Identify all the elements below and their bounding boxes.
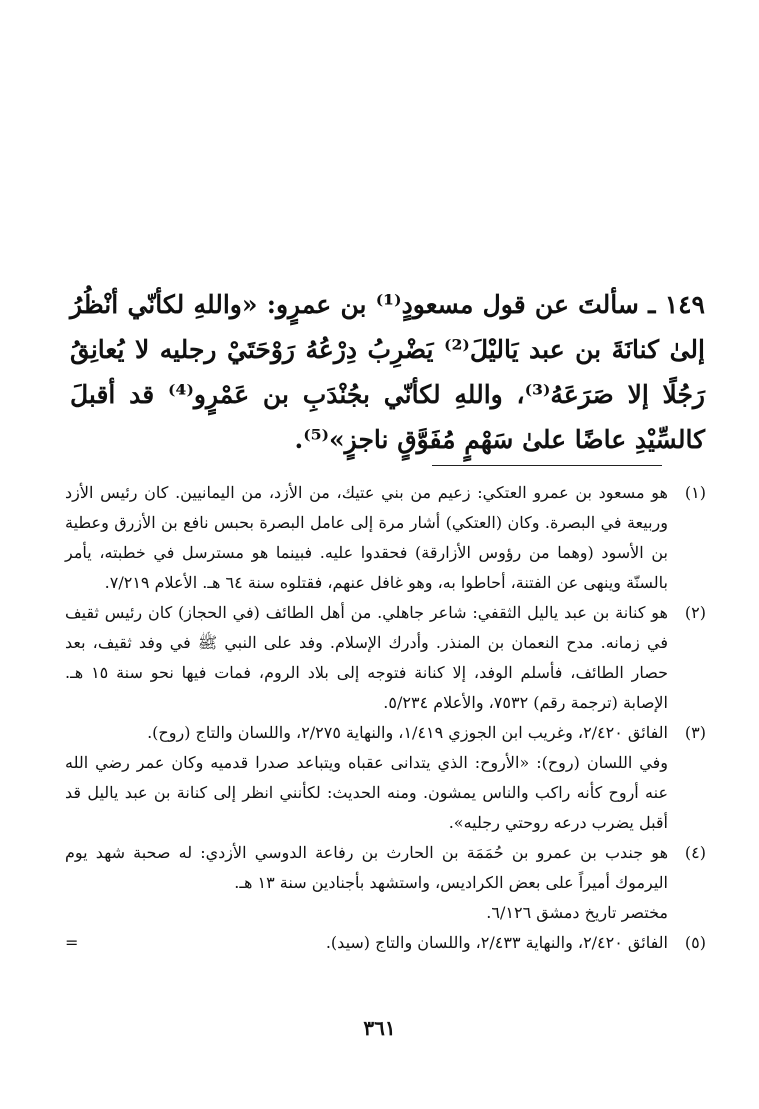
footnote-4 [65, 838, 706, 928]
main-text-paragraph: ١٤٩ ـ سألتَ عن قول مسعودٍ⁽¹⁾ بن عمرٍو: «واللهِ لكأنّي أنْظُرُ إلىٰ كنانَةَ بن عبد يَاليْلَ⁽²⁾ يَضْرِبُ دِرْعُهُ رَوْحَتَيْ رجليه لا يُعانِقُ رَجُلًا إلا صَرَعَهُ⁽³⁾، واللهِ لكأنّي بجُنْدَبِ بن عَمْرٍو⁽⁴⁾ قد أقبلَ كالسِّيْدِ عاضًا علىٰ سَهْمٍ مُفَوَّقٍ ناجزٍ»⁽⁵⁾. [70, 290, 706, 454]
footnote-continuation: مختصر تاريخ دمشق ٦/١٢٦. [486, 903, 668, 922]
footnote-number: (٣) [684, 723, 706, 742]
footnote-1 [65, 478, 706, 598]
footnote-text: هو كنانة بن عبد ياليل الثقفي: شاعر جاهلي. من أهل الطائف (في الحجاز) كان رئيس ثقيف في زمانه. مدح النعمان بن المنذر. وأدرك الإسلام. وفد على النبي ﷺ في وفد ثقيف، بعد حصار الطائف، فأسلم الوفد، إلا كنانة فتوجه إلى بلاد الروم، فمات فيها نحو سنة ١٥ هـ. الإصابة (ترجمة رقم) ٧٥٣٢، والأعلام ٥/٢٣٤. [65, 603, 669, 712]
continuation-mark: = [65, 933, 79, 952]
footnote-text: هو مسعود بن عمرو العتكي: زعيم من بني عتيك، من الأزد، من اليمانيين. كان رئيس الأزد وربيعة في البصرة. وكان (العتكي) أشار مرة إلى عامل البصرة بحبس نافع بن الأزرق وعطية بن الأسود (وهما من رؤوس الأزارقة) فحقدوا عليه. فبينما هو مسترسل في خطبته، يأمر بالسنّة وينهى عن الفتنة، أحاطوا به، وهو غافل عنهم، فقتلوه سنة ٦٤ هـ. الأعلام ٧/٢١٩. [65, 483, 668, 592]
footnote-text [65, 928, 668, 958]
footnote-text: الفائق ٢/٤٢٠، وغريب ابن الجوزي ١/٤١٩، والنهاية ٢/٢٧٥، واللسان والتاج (روح). [147, 723, 668, 742]
footnote-continuation: وفي اللسان (روح): «الأروح: الذي يتدانى عقباه ويتباعد صدرا قدميه وكان عمر رضي الله عنه أروح كأنه راكب والناس يمشون. ومنه الحديث: لكأنني انظر إلى كنانة بن عبد ياليل قد أقبل يضرب درعه روحتي رجليه». [65, 753, 668, 832]
footnote-3 [65, 718, 706, 838]
page-number: ٣٦١ [363, 1016, 396, 1040]
footnote-number: (١) [684, 483, 706, 502]
footnotes-section [65, 478, 706, 958]
footnote-text-body: الفائق ٢/٤٢٠، والنهاية ٢/٤٣٣، واللسان والتاج (سيد). [325, 933, 668, 952]
footnote-number: (٢) [684, 603, 706, 622]
footnote-2 [65, 598, 706, 718]
footnote-5 [65, 928, 706, 958]
footnote-text: هو جندب بن عمرو بن حُمَمَة بن الحارث بن رفاعة الدوسي الأزدي: له صحبة شهد يوم اليرموك أميراً على بعض الكراديس، واستشهد بأجنادين سنة ١٣ هـ. [65, 843, 668, 892]
footnote-number: (٤) [684, 843, 706, 862]
footnote-number: (٥) [684, 933, 706, 952]
footnote-separator-line [432, 465, 662, 466]
